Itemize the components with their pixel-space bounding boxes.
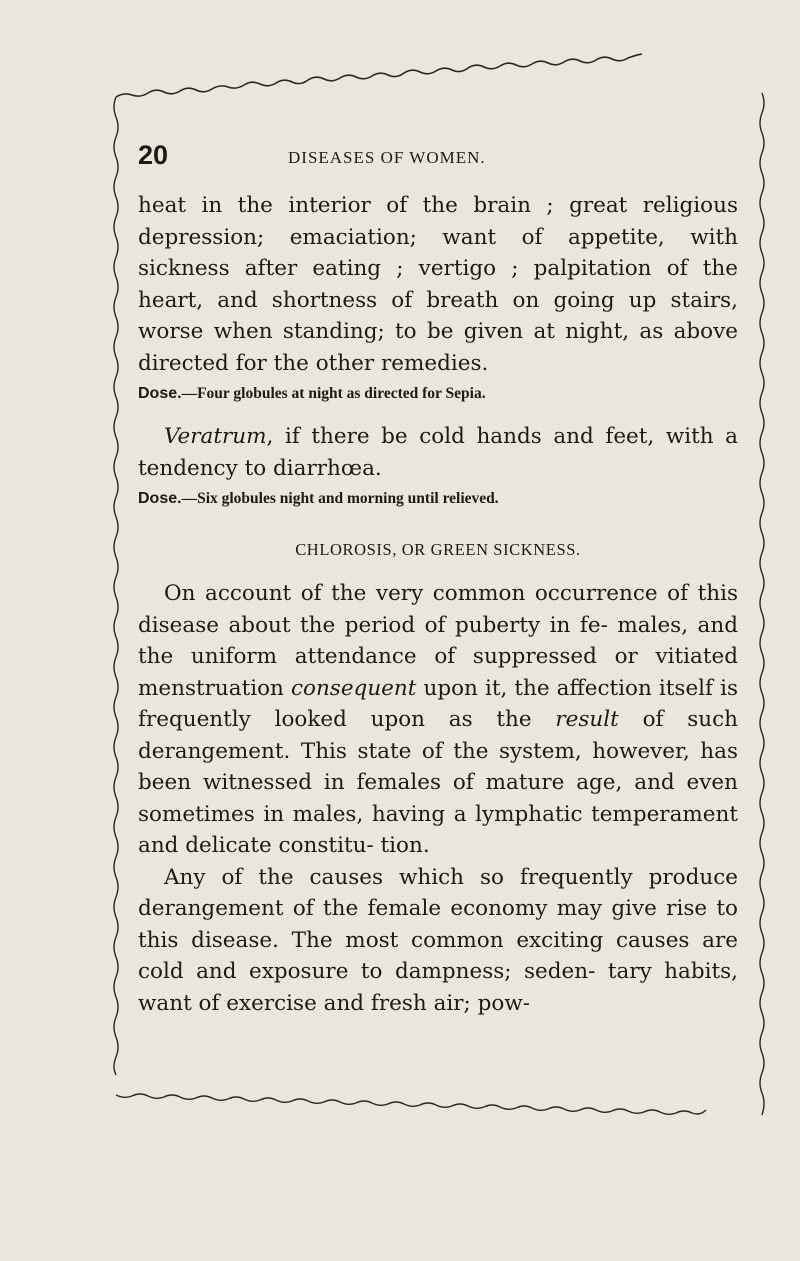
paragraph-symptoms: heat in the interior of the brain ; great religious depression; emaciation; want of appetite, with sickness after eating ; vertigo ; palpitation of the heart, and shortness of breath on going up stairs, worse when standing; to be given at night, as above directed for the other remedies. [138, 193, 738, 376]
paragraph-causes: Any of the causes which so frequently produce derangement of the female economy may give rise to this disease. The most common exciting causes are cold and exposure to dampness; seden- tary habits, want of exercise and fresh air; pow- [138, 864, 738, 1016]
paragraph-chlorosis [138, 578, 738, 862]
emphasis-consequent: consequent [290, 675, 417, 701]
page-number: 20 [138, 140, 169, 170]
border-bottom [116, 1094, 706, 1114]
border-right [760, 93, 764, 1115]
dose-text: —Six globules night and morning until relieved. [181, 490, 499, 507]
border-top [116, 54, 642, 97]
paragraph-chlorosis-text-a: On account of the very common occurrence of this disease about the period of puberty in fe- males, and the uniform attendance of suppressed or vitiated menstruation [138, 581, 738, 701]
page-content [138, 140, 738, 1019]
running-head [138, 140, 738, 180]
emphasis-result: result [555, 707, 619, 732]
running-title: DISEASES OF WOMEN. [288, 148, 486, 167]
remedy-name: Veratrum [164, 424, 267, 449]
dose-label: Dose. [138, 385, 182, 402]
section-heading: CHLOROSIS, OR GREEN SICKNESS. [295, 540, 581, 559]
paragraph-veratrum-text: , if there be cold hands and feet, with a tendency to diarrhœa. [138, 424, 738, 481]
dose-label: Dose. [138, 490, 182, 507]
border-left [114, 97, 118, 1075]
paragraph-veratrum [138, 421, 738, 484]
dose-note-veratrum [138, 488, 738, 510]
dose-text: —Four globules at night as directed for Sepia. [181, 385, 486, 402]
paragraph-chlorosis-text-b: upon it, the affection itself is frequently looked upon as the [138, 675, 738, 732]
paragraph-chlorosis-text-c: of such derangement. This state of the system, however, has been witnessed in females of mature age, and even sometimes in males, having a lymphatic temperament and delicate constitu- tion. [138, 707, 739, 858]
dose-note-sepia [138, 383, 738, 405]
